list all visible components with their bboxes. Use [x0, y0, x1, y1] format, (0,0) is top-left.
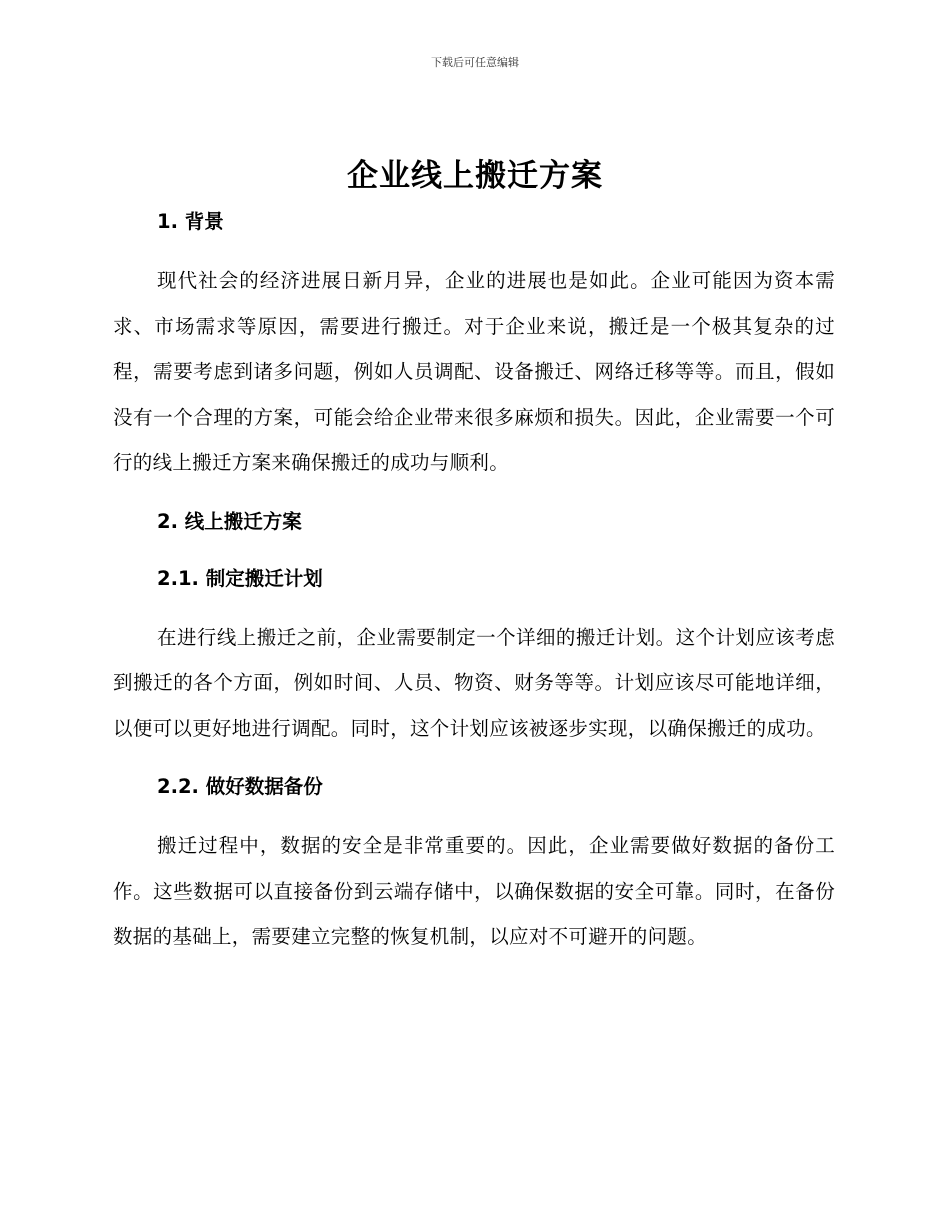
document-body: [113, 205, 835, 960]
section-heading-plan: 2. 线上搬迁方案: [157, 509, 302, 533]
header-note: 下载后可任意编辑: [431, 56, 519, 69]
paragraph-plan-1: 在进行线上搬迁之前，企业需要制定一个详细的搬迁计划。这个计划应该考虑到搬迁的各个方面，例如时间、人员、物资、财务等等。计划应该尽可能地详细，以便可以更好地进行调配。同时，这个计划应该被逐步实现，以确保搬迁的成功。: [113, 625, 835, 740]
paragraph-plan-2: 搬迁过程中，数据的安全是非常重要的。因此，企业需要做好数据的备份工作。这些数据可以直接备份到云端存储中，以确保数据的安全可靠。同时，在备份数据的基础上，需要建立完整的恢复机制，以应对不可避开的问题。: [113, 834, 835, 948]
subsection-heading-plan-2: 2.2. 做好数据备份: [157, 775, 323, 798]
document-title: 企业线上搬迁方案: [347, 158, 603, 194]
section-heading-background: 1. 背景: [157, 210, 224, 233]
paragraph-background: 现代社会的经济进展日新月异，企业的进展也是如此。企业可能因为资本需求、市场需求等原因，需要进行搬迁。对于企业来说，搬迁是一个极其复杂的过程，需要考虑到诸多问题，例如人员调配、设备搬迁、网络迁移等等。而且，假如没有一个合理的方案，可能会给企业带来很多麻烦和损失。因此，企业需要一个可行的线上搬迁方案来确保搬迁的成功与顺利。: [113, 269, 835, 474]
subsection-heading-plan-1: 2.1. 制定搬迁计划: [157, 566, 323, 590]
